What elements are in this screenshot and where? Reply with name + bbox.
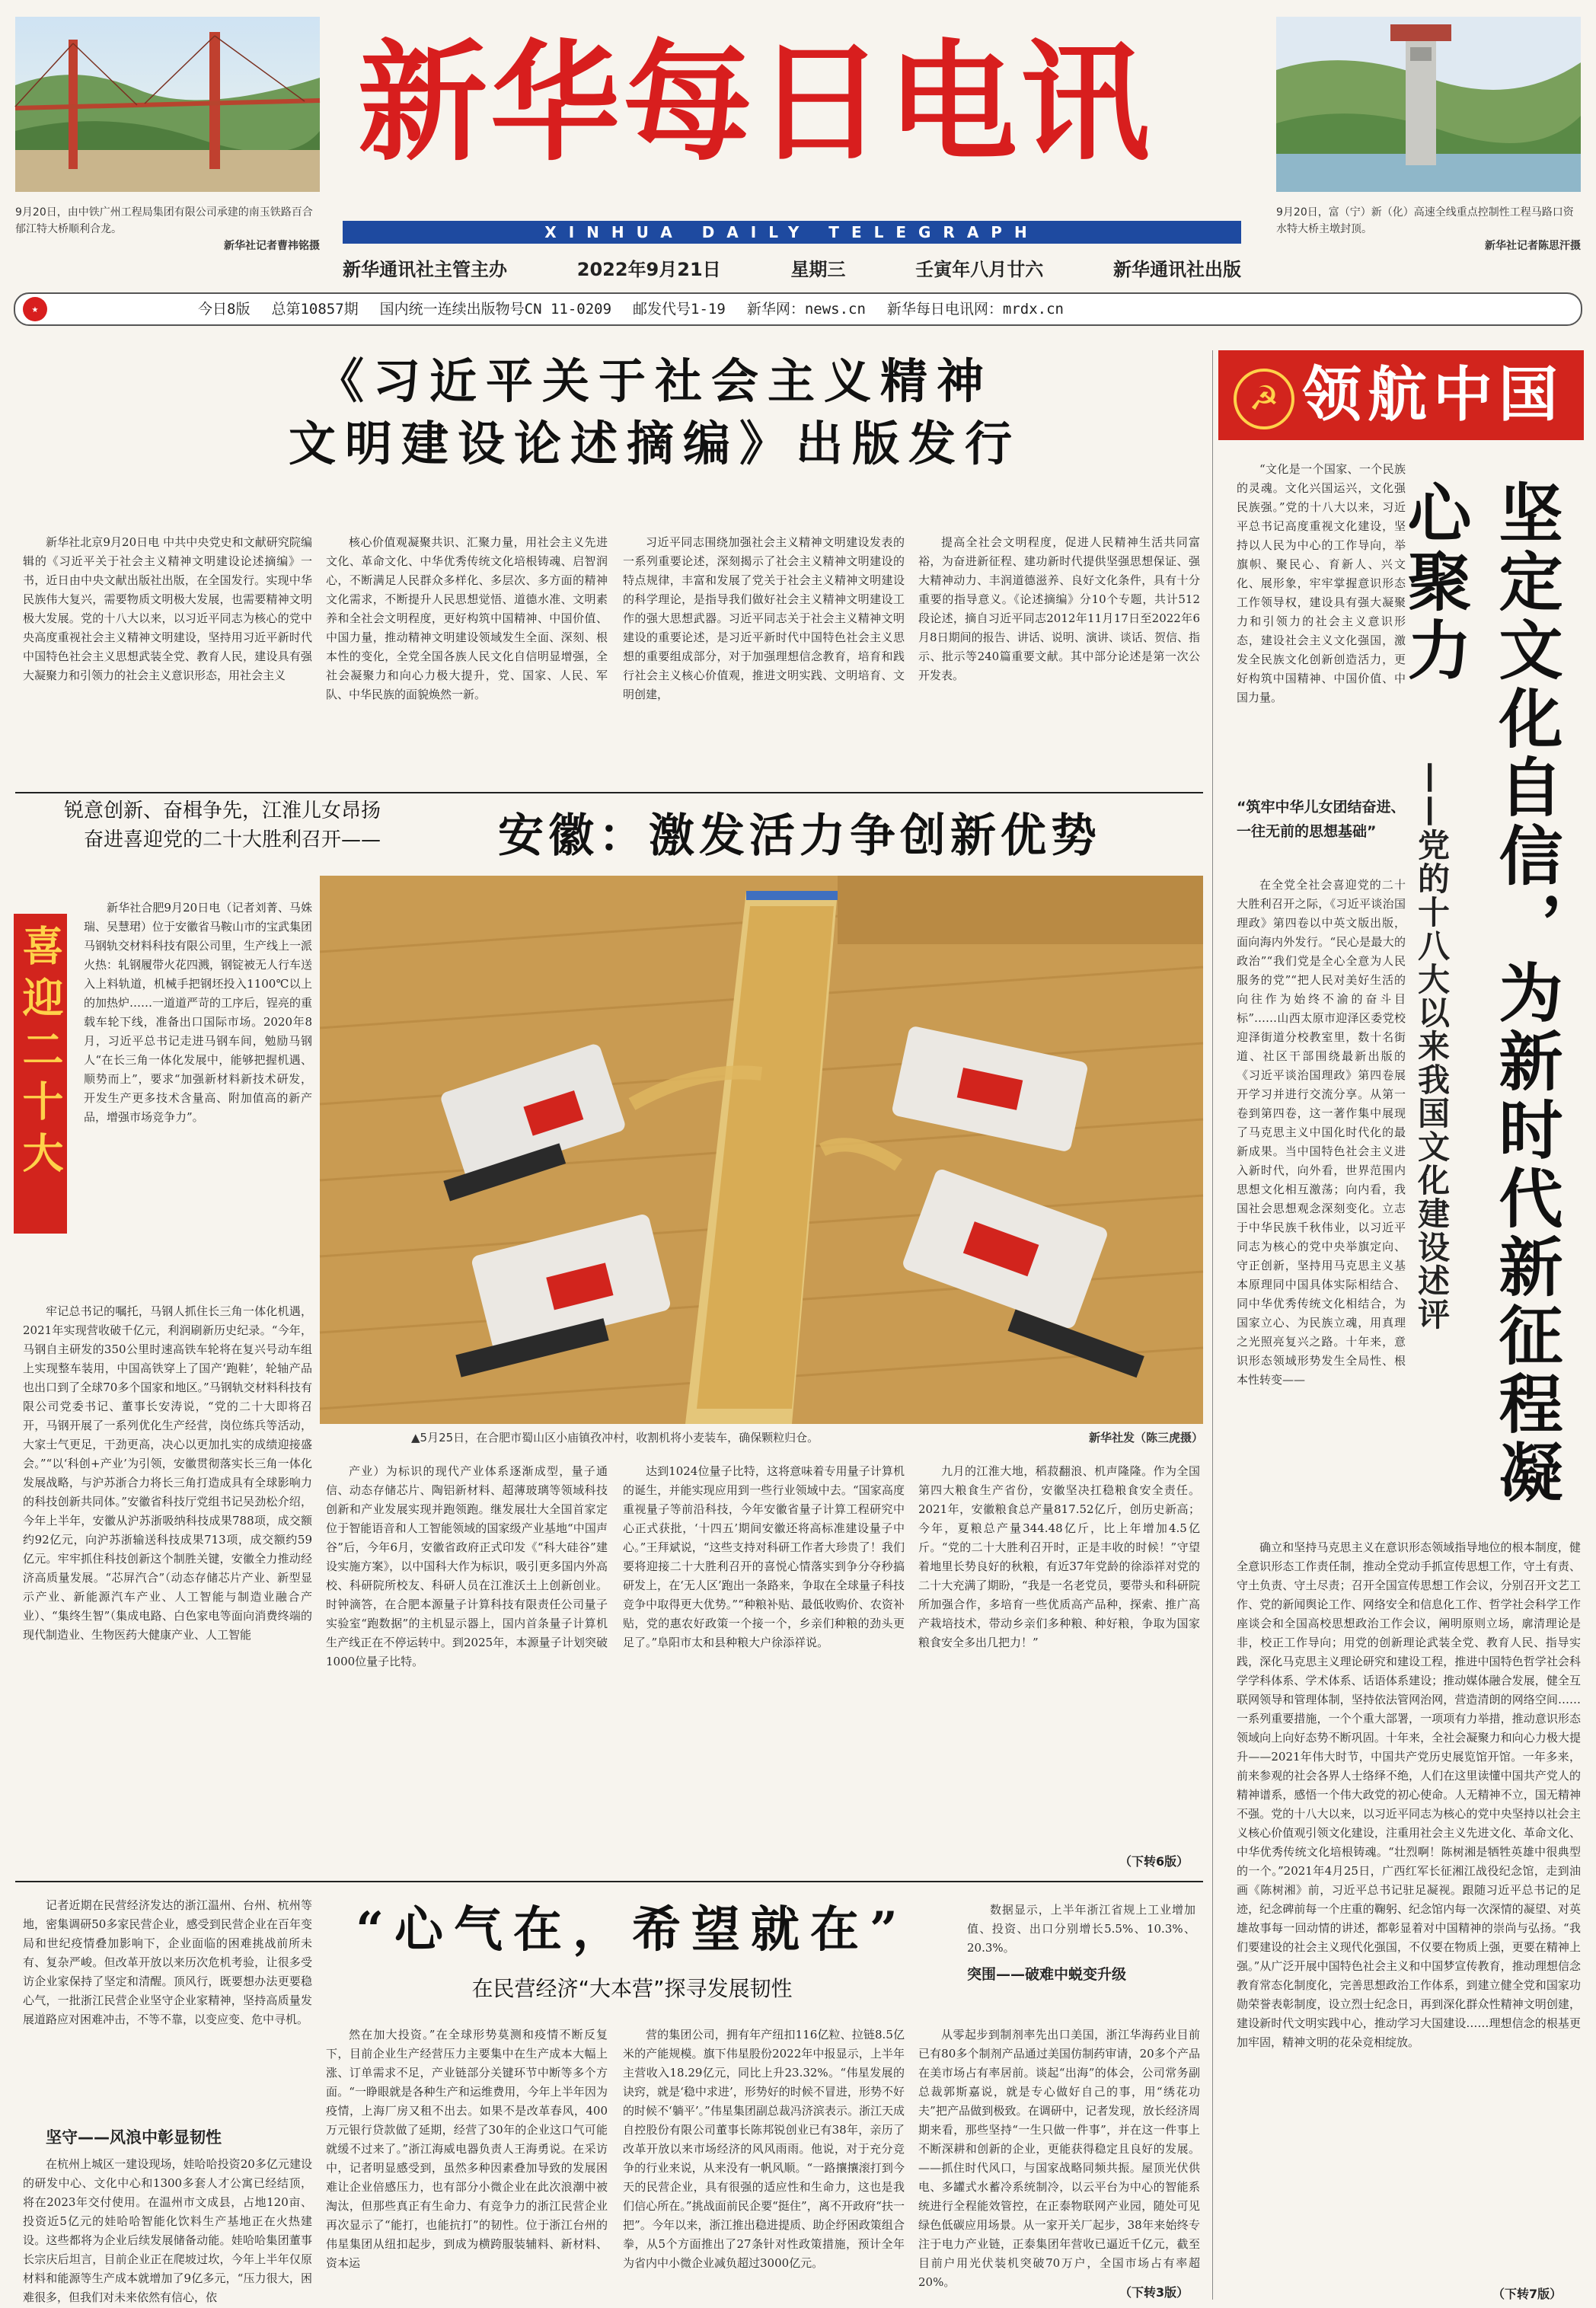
lunar-date: 壬寅年八月廿六 xyxy=(915,259,1044,280)
bottom-col-3 xyxy=(623,2025,905,2292)
info-bar xyxy=(14,292,1582,326)
anhui-text-top: 新华社合肥9月20日电（记者刘菁、马姝瑞、吴慧珺）位于安徽省马鞍山市的宝武集团马钢轨交材料科技有限公司里，生产线上一派火热：轧钢履带火花四溅，钢锭被无人行车送入上料轨道，机械手把钢坯投入1100℃以上的加热炉……一道道严苛的工序后，锃亮的重载车轮下线，准备出口国际市场。2020年8月，习近平总书记走进马钢车间，勉励马钢人“在长三角一体化发展中，能够把握机遇、顺势而上”，要求“加强新材料新技术研发，开发生产更多技术含量高、附加值高的新产品，增强市场竞争力”。 xyxy=(84,901,313,1124)
bottom-col-4 xyxy=(918,2025,1200,2289)
article-1-text-4: 提高全社会文明程度，促进人民精神生活共同富裕，为奋进新征程、建功新时代提供坚强思想保证、强大精神动力、丰润道德滋养、良好文化条件，具有十分重要的指导意义。《论述摘编》分10个专题，共计512段论述，摘自习近平同志2012年11月17日至2022年6月8日期间的报告、讲话、说明、演讲、谈话、贺信、指示、批示等240篇重要文献。其中部分论述是第一次公开发表。 xyxy=(918,535,1200,682)
masthead-dateline xyxy=(343,256,1241,283)
bottom-intro xyxy=(23,1896,312,2117)
anhui-text-4: 九月的江淮大地，稻菽翻浪、机声隆隆。作为全国第四大粮食生产省份，安徽坚决扛稳粮食安全责任。2021年，安徽粮食总产量817.52亿斤，创历史新高；今年，夏粮总产量344.48亿斤，比上年增加4.5亿斤。“党的二十大胜利召开时，正是丰收的时候！”守望着地里长势良好的秋粮，有近37年党龄的徐添祥对党的二十大充满了期盼，“我是一名老党员，要带头和科研院所加强合作，多培育一些优质高产品种，探索、推广高产栽培技术，带动乡亲们多种粮、种好粮，争取为国家粮食安全多出几把力！” xyxy=(918,1464,1200,1649)
bridge-photo-right xyxy=(1276,17,1581,192)
article-1-col-2 xyxy=(326,533,608,792)
bottom-col-2 xyxy=(326,2025,608,2292)
article-1-col-3 xyxy=(623,533,905,792)
divider-2 xyxy=(15,1881,1203,1882)
corner-caption-left-text: 9月20日，由中铁广州工程局集团有限公司承建的南玉铁路百合郁江特大桥顺利合龙。 xyxy=(15,206,313,235)
anhui-col-2 xyxy=(326,1462,608,1873)
anhui-col-top xyxy=(84,899,312,1294)
anhui-photo xyxy=(320,876,1203,1424)
bottom-text-2: 然在加大投资。”在全球形势莫测和疫情不断反复下，目前企业生产经营压力主要集中在生产成本大幅上涨、订单需求不足，产业链部分关键环节中断等多个方面。“一睁眼就是各种生产和运维费用，今年上半年因为疫情，上海厂房又租不出去。如果不是改革春风，400万元银行贷款做了延期，经营了30年的企业这口气可能就缓不过来了。”浙江海威电器负责人王海勇说。在采访中，记者明显感受到，虽然多种因素叠加导致的发展困难让企业倍感压力，也有部分小微企业在此次浪潮中被淘汰，但那些真正有生命力、有竞争力的浙江民营企业再次显示了“能打，也能抗打”的韧性。位于浙江台州的伟星集团从纽扣起步，到成为横跨服装辅料、新材料、资本运 xyxy=(326,2028,608,2270)
headline-1-line2: 文明建设论述摘编》出版发行 xyxy=(288,416,1021,471)
bottom-headline: “心气在，希望就在” xyxy=(356,1901,908,1958)
corner-caption-right xyxy=(1276,204,1581,254)
anhui-text-2: 产业）为标识的现代产业体系逐渐成型，量子通信、动态存储芯片、陶铝新材料、超薄玻璃等领域科技创新和产业发展实现并跑领跑。继发展壮大全国首家定位于智能语音和人工智能领域的国家级产业基地“中国声谷”后，今年6月，安徽省政府正式印发《“科大硅谷”建设实施方案》，以中国科大作为标识，吸引更多国内外高校、科研院所校友、科研人员在江淮沃土上创新创业。时钟滴答，在合肥本源量子计算科技有限责任公司量子实验室“跑数据”的主机显示器上，国内首条量子计算机生产线正在不停运转中。到2025年，本源量子计划突破1000位量子比特。 xyxy=(326,1464,608,1668)
harvest-photo xyxy=(320,876,1203,1424)
anhui-col-3 xyxy=(623,1462,905,1873)
corner-photo-right xyxy=(1276,17,1581,192)
corner-caption-left xyxy=(15,204,320,254)
article-1-col-1 xyxy=(23,533,312,792)
divider-1 xyxy=(15,792,1203,793)
bottom-text-4-top: 数据显示，上半年浙江省规上工业增加值、投资、出口分别增长5.5%、10.3%、20.3%。 xyxy=(967,1903,1195,1955)
bottom-subhead-1: 坚守——风浪中彰显韧性 xyxy=(46,2128,222,2147)
bottom-intro-text: 记者近期在民营经济发达的浙江温州、台州、杭州等地，密集调研50多家民营企业，感受到民营企业在百年变局和世纪疫情叠加影响下，企业面临的困难挑战前所未有、复杂严峻。但改革开放以来历次危机考验，让很多受访企业家保持了坚定和清醒。顶风行，既要想办法更要稳心气，一批浙江民营企业坚守企业家精神，坚持高质量发展道路应对困难冲击，不等不靠，以变应变、危中寻机。 xyxy=(23,1898,312,2026)
leader-col-wide xyxy=(1237,1538,1581,2281)
article-1-text-2: 核心价值观凝聚共识、汇聚力量，用社会主义先进文化、革命文化、中华优秀传统文化培根铸魂、启智润心，不断满足人民群众多样化、多层次、多方面的精神文化需求，不断提升人民思想觉悟、道德水准、文明素养和全社会文明程度，更好构筑中国精神、中国价值、中国力量，推动精神文明建设领域发生全面、深刻、根本性的变化，全党全国各族人民文化自信明显增强，全社会凝聚力和向心力极大提升，党、国家、人民、军队、中华民族的面貌焕然一新。 xyxy=(326,535,608,701)
masthead-english-bar xyxy=(343,221,1241,244)
anhui-photo-credit: 新华社发（陈三虎摄） xyxy=(1088,1431,1203,1444)
bottom-text-4: 从零起步到制剂率先出口美国，浙江华海药业目前已有80多个制剂产品通过美国仿制药审请，20多个产品在美市场占有率居前。谈起“出海”的体会，公司常务副总裁郭斯嘉说，就是专心做好自己的事，用“绣花功夫”把产品做到极致。在调研中，记者发现，放长经济周期来看，那些坚持“一生只做一件事”，并在这一件事上不断深耕和创新的企业，更能获得稳定且良好的发展。——抓住时代风口，与国家战略同频共振。屋顶光伏供电、多罐式水蓄冷系统制冷，以云平台为中心的智能系统进行全程能效管控，在正泰物联网产业园，随处可见绿色低碳应用场景。从一家开关厂起步，38年来始终专注于电力产业链，正泰集团年营收已逼近千亿元，截至目前户用光伏装机突破70万户，全国市场占有率超20%。 xyxy=(918,2028,1200,2289)
bottom-text-3: 营的集团公司，拥有年产纽扣116亿粒、拉链8.5亿米的产能规模。旗下伟星股份2022年中报显示，上半年主营收入18.29亿元，同比上升23.32%。“伟星发展的诀窍，就是‘稳中求进’，形势好的时候不冒进，形势不好的时候不‘躺平’。”伟星集团副总裁冯济滨表示。浙江天成自控股份有限公司董事长陈邦锐创业已有38年，亲历了改革开放以来市场经济的风风雨雨。他说，对于充分竞争的行业来说，从来没有一帆风顺。“一路攘攘滚打到今天的民营企业，具有很强的适应性和生命力，这也是我们信心所在。”挑战面前民企要“挺住”，离不开政府“扶一把”。今年以来，浙江推出稳进提质、助企纾困政策组合拳，从5个方面推出了27条针对性政策措施，预计全年为省内中小微企业减负超过3000亿元。 xyxy=(623,2028,905,2270)
publisher-left: 新华通讯社主管主办 xyxy=(343,259,507,280)
leader-continued: （下转7版） xyxy=(1492,2287,1562,2301)
xinhua-logo-icon: ★ xyxy=(23,297,47,321)
leader-banner-text: 领航中国 xyxy=(1302,360,1565,429)
leader-headline: 坚定文化自信，为新时代新征程凝心聚力 xyxy=(1397,480,1564,1508)
corner-credit-right: 新华社记者陈思汗摄 xyxy=(1485,240,1581,252)
leader-subhead-1: “筑牢中华儿女团结奋进、一往无前的思想基础” xyxy=(1237,799,1406,840)
leader-col-1b xyxy=(1237,876,1406,1531)
issue-number: 总第10857期 xyxy=(271,301,359,318)
corner-credit-left: 新华社记者曹祎铭摄 xyxy=(224,240,320,252)
headline-1 xyxy=(122,350,1188,475)
anhui-continued: （下转6版） xyxy=(1119,1854,1189,1869)
leader-text-1: “文化是一个国家、一个民族的灵魂。文化兴国运兴，文化强民族强。”党的十八大以来，习近平总书记高度重视文化建设，坚持以人民为中心的工作导向，举旗帜、聚民心、育新人、兴文化、展形象，牢牢掌握意识形态工作领导权，建设具有强大凝聚力和引领力的社会主义意识形态，建设社会主义文化强国，激发全民族文化创新创造活力，更好构筑中国精神、中国价值、中国力量。 xyxy=(1237,462,1406,704)
publisher-right: 新华通讯社出版 xyxy=(1112,259,1241,280)
leader-col-1 xyxy=(1237,460,1406,787)
bottom-subhead-2: 突围——破难中蜕变升级 xyxy=(967,1966,1127,1983)
bottom-text-1: 在杭州上城区一建设现场，娃哈哈投资20多亿元建设的研发中心、文化中心和1300多套人才公寓已经结顶，将在2023年交付使用。在温州市文成县，占地120亩、投资近5亿元的娃哈哈智能化饮料生产基地正在火热建设。这些都将为企业后续发展储备动能。娃哈哈集团董事长宗庆后坦言，目前企业正在爬坡过坎，今年上半年仅原材料和能源等生产成本就增加了9亿多元，“压力很大，困难很多，但我们对未来依然有信心，依 xyxy=(23,2157,312,2304)
cn-number: 国内统一连续出版物号CN 11-0209 xyxy=(379,301,612,318)
bottom-col-4-top xyxy=(967,1901,1195,1962)
article-1-col-4 xyxy=(918,533,1200,792)
article-1-text-1: 新华社北京9月20日电 中共中央党史和文献研究院编辑的《习近平关于社会主义精神文明建设论述摘编》一书，近日由中央文献出版社出版，在全国发行。实现中华民族伟大复兴，需要物质文明极大发展，也需要精神文明极大发展。党的十八大以来，以习近平同志为核心的党中央高度重视社会主义精神文明建设，坚持用习近平新时代中国特色社会主义思想武装全党、教育人民，建设具有强大凝聚力和引领力的社会主义意识形态，用社会主义 xyxy=(23,535,312,682)
anhui-caption-text: ▲5月25日，在合肥市蜀山区小庙镇孜冲村，收割机将小麦装车，确保颗粒归仓。 xyxy=(411,1431,819,1444)
leader-subtitle: ——党的十八大以来我国文化建设述评 xyxy=(1413,761,1451,1331)
post-code: 邮发代号1-19 xyxy=(633,301,726,318)
anhui-deck: 锐意创新、奋楫争先，江淮儿女昂扬奋进喜迎党的二十大胜利召开—— xyxy=(63,800,381,851)
anhui-banner xyxy=(14,914,67,1234)
bottom-col-1 xyxy=(23,2155,312,2304)
site-link-xinhua[interactable]: 新华网：news.cn xyxy=(746,301,866,318)
masthead-title xyxy=(358,27,1226,179)
masthead-english: XINHUA DAILY TELEGRAPH xyxy=(544,223,1039,241)
site-link-mrdx[interactable]: 新华每日电讯网：mrdx.cn xyxy=(886,301,1064,318)
leader-text-wide: 确立和坚持马克思主义在意识形态领域指导地位的根本制度，健全意识形态工作责任制，推动全党动手抓宣传思想工作，守土有责、守土负责、守土尽责；召开全国宣传思想工作会议，分别召开文艺工作、党的新闻舆论工作、网络安全和信息化工作、哲学社会科学工作座谈会和全国高校思想政治工作会议，阐明原则立场，廓清理论是非，校正工作导向；用党的创新理论武装全党、教育人民、指导实践，深化马克思主义理论研究和建设工程，推进中国特色哲学社会科学学科体系、学术体系、话语体系建设；推动媒体融合发展，健全互联网领导和管理体制，坚持依法管网治网，营造清朗的网络空间……一系列重要措施，一个个重大部署，一项项有力举措，推动意识形态领域向上向好态势不断巩固。十年来，全社会凝聚力和向心力极大提升——2021年伟大时节，中国共产党历史展览馆开馆。一年多来，前来参观的社会各界人士络绎不绝，人们在这里读懂中国共产党人的精神谱系，感悟一个伟大政党的初心使命。人无精神不立，国无精神不强。党的十八大以来，以习近平同志为核心的党中央坚持以社会主义核心价值观引领文化建设，注重用社会主义先进文化、革命文化、中华优秀传统文化培根铸魂。“壮烈啊！陈树湘是牺牲英雄中很典型的一个。”2021年4月25日，广西红军长征湘江战役纪念馆，走到油画《陈树湘》前，习近平总书记驻足凝视。跟随习近平总书记的足迹，纪念碑前每一个庄重的鞠躬、纪念馆内每一次深情的凝望、对英雄故事每一回动情的讲述，都彰显着对中国精神的崇尚与弘扬。“我们要建设的社会主义现代化强国，不仅要在物质上强，更要在精神上强。”从广泛开展中国特色社会主义和中国梦宣传教育，推动理想信念教育常态化制度化，完善思想政治工作体系，到建立健全党和国家功勋荣誉表彰制度，设立烈士纪念日，再到深化群众性精神文明创建，建设新时代文明实践中心，推动学习大国建设……理想信念的根基更加牢固，精神文明的花朵竞相绽放。 xyxy=(1237,1540,1581,2049)
pages-count: 今日8版 xyxy=(198,301,251,318)
bottom-continued: （下转3版） xyxy=(1119,2285,1189,2300)
corner-photo-left xyxy=(15,17,320,192)
anhui-col-1 xyxy=(23,1302,312,1873)
right-column-divider xyxy=(1212,350,1213,2300)
anhui-banner-text: 喜迎二十大 xyxy=(16,924,65,1183)
party-emblem-icon: ☭ xyxy=(1234,369,1294,429)
anhui-photo-caption xyxy=(411,1429,1203,1447)
date-text: 2022年9月21日 xyxy=(576,259,721,280)
masthead-title-text: 新华每日电讯 xyxy=(358,27,1154,179)
weekday-text: 星期三 xyxy=(790,259,846,280)
anhui-text-3: 达到1024位量子比特，这将意味着专用量子计算机的诞生，并能实现应用到一些行业领域中去。“国家高度重视量子等前沿科技，今年安徽省量子计算工程研究中心正式获批，‘十四五’期间安徽还将高标准建设量子中心。”王拜斌说，“这些支持对科研工作者大珍贵了！我们要将迎接二十大胜利召开的喜悦心情落实到争分夺秒搞研发上，在‘无人区’跑出一条路来，争取在全球量子科技竞争中取得更大优势。”“种粮补贴、最低收购价、农资补贴，党的惠农好政策一个接一个，乡亲们种粮的劲头更足了。”阜阳市太和县种粮大户徐添祥说。 xyxy=(623,1464,905,1649)
leader-text-1b: 在全党全社会喜迎党的二十大胜利召开之际，《习近平谈治国理政》第四卷以中英文版出版，面向海内外发行。“民心是最大的政治”“我们党是全心全意为人民服务的党”“把人民对美好生活的向往作为始终不渝的奋斗目标”……山西太原市迎泽区委党校迎泽街道分校教室里，数十名街道、社区干部围绕最新出版的《习近平谈治国理政》第四卷展开学习并进行交流分享。从第一卷到第四卷，这一著作集中展现了马克思主义中国化时代化的最新成果。当中国特色社会主义进入新时代，向外看，世界范围内思想文化相互激荡；向内看，我国社会思想观念深刻变化。立志于中华民族千秋伟业，以习近平同志为核心的党中央举旗定向、守正创新，坚持用马克思主义基本原理同中国具体实际相结合、同中华优秀传统文化相结合，为国家立心、为民族立魂，用真理之光照亮复兴之路。十年来，意识形态领域形势发生全局性、根本性转变—— xyxy=(1237,878,1406,1387)
bottom-subtitle: 在民营经济“大本营”探寻发展韧性 xyxy=(471,1976,793,2001)
headline-1-line1: 《习近平关于社会主义精神 xyxy=(316,353,993,409)
bridge-photo-left xyxy=(15,17,320,192)
anhui-col-4 xyxy=(918,1462,1200,1850)
article-1-text-3: 习近平同志围绕加强社会主义精神文明建设发表的一系列重要论述，深刻揭示了社会主义精神文明建设的特点规律，丰富和发展了党关于社会主义精神文明建设的科学理论，是指导我们做好社会主义精神文明建设工作的强大思想武器。习近平同志关于社会主义精神文明建设的重要论述，是习近平新时代中国特色社会主义思想的重要组成部分，对于加强理想信念教育，培育和践行社会主义核心价值观，推进文明实践、文明培育、文明创建， xyxy=(623,535,905,701)
leader-banner xyxy=(1218,350,1584,440)
anhui-text-1: 牢记总书记的嘱托，马钢人抓住长三角一体化机遇，2021年实现营收破千亿元，利润刷新历史纪录。“今年，马钢自主研发的350公里时速高铁车轮将在复兴号动车组上实现整车装用，中国高铁穿上了国产‘跑鞋’，轮轴产品也出口到了全球70多个国家和地区。”马钢轨交材料科技有限公司党委书记、董事长安涛说，“党的二十大即将召开，马钢开展了一系列优化生产经营，岗位练兵等活动，大家士气更足，干劲更高，决心以更加扎实的成绩迎接盛会。”“以‘科创+产业’为引领，安徽贯彻落实长三角一体化发展战略，与沪苏浙合力将长三角打造成具有全球影响力的科技创新共同体。”安徽省科技厅党组书记吴劲松介绍，今年上半年，安徽从沪苏浙吸纳科技成果788项，成交额约92亿元，向沪苏浙输送科技成果713项，成交额约59亿元。牢牢抓住科技创新这个制胜关键，安徽全力推动经济高质量发展。“芯屏汽合”（动态存储芯片产业、新型显示产业、新能源汽车产业、人工智能与制造业融合产业）、“集终生智”（集成电路、白色家电等面向消费终端的现代制造业、生物医药大健康产业、人工智能 xyxy=(23,1304,312,1642)
corner-caption-right-text: 9月20日，富（宁）新（化）高速全线重点控制性工程马路口资水特大桥主墩封顶。 xyxy=(1276,206,1574,235)
anhui-headline: 安徽：激发活力争创新优势 xyxy=(498,809,1101,863)
